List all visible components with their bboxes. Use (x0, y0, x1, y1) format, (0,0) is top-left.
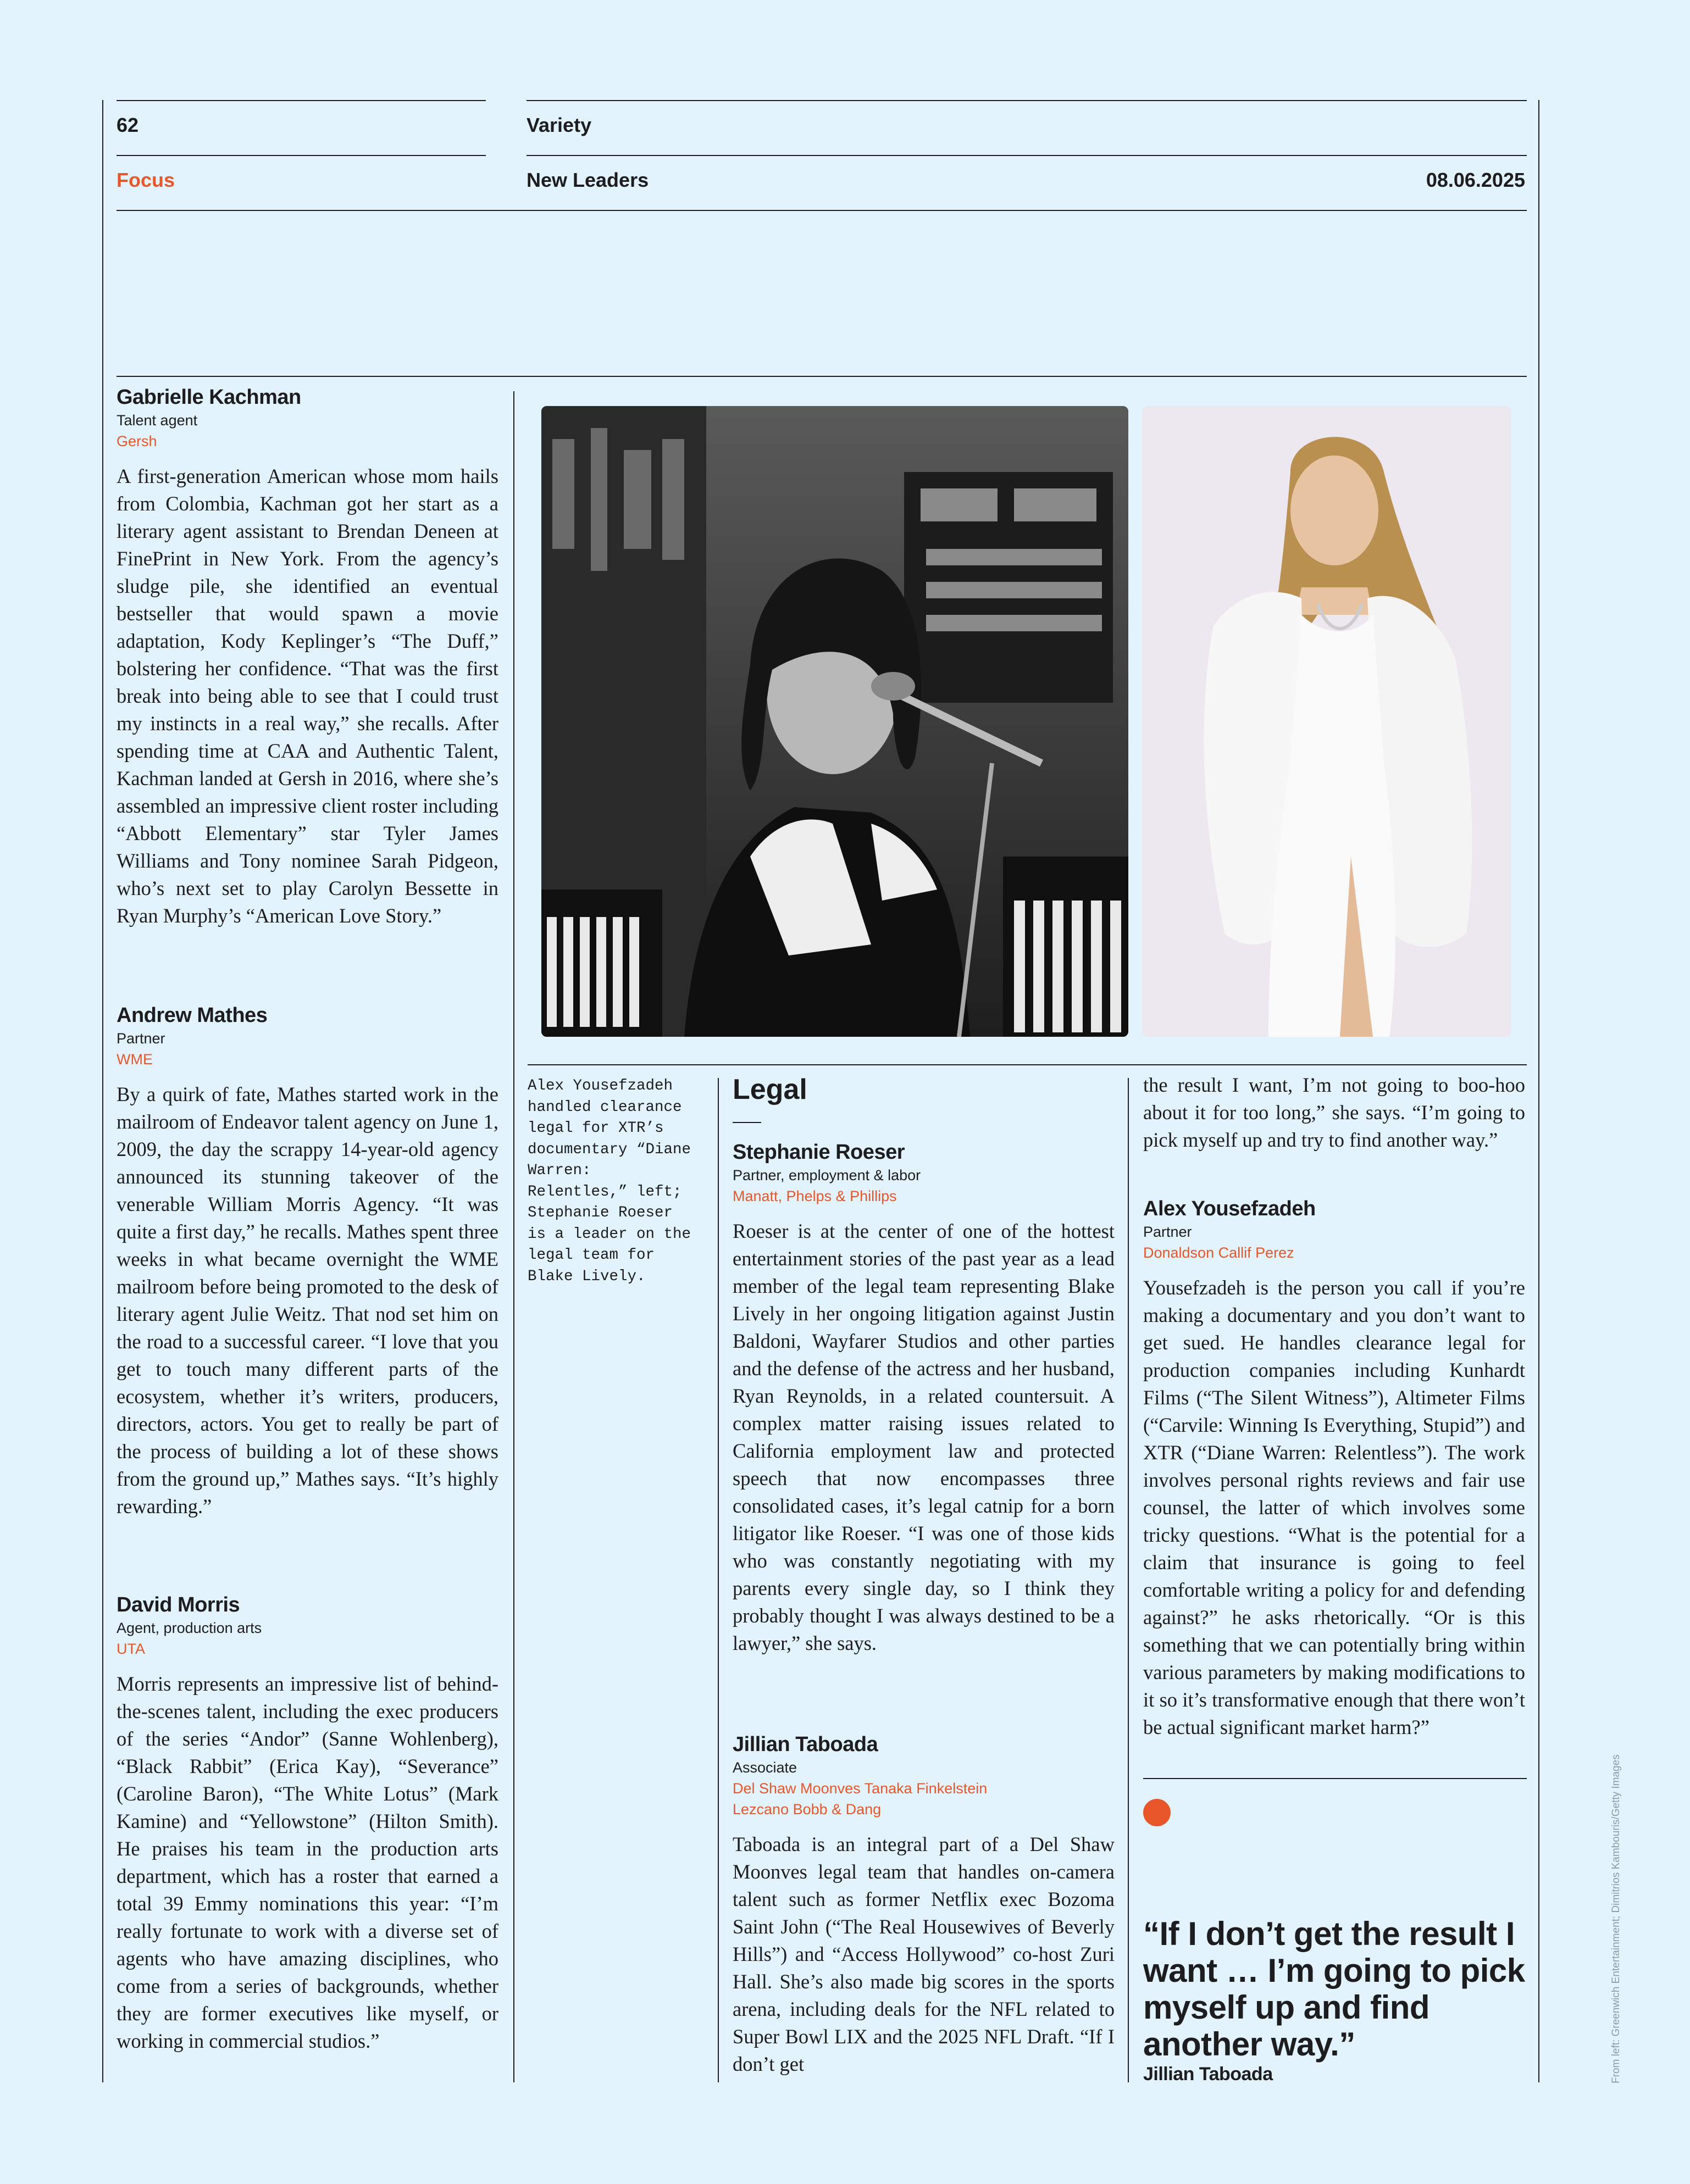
profile-morris (117, 1592, 498, 2055)
header-rule-mid-right (527, 155, 1527, 156)
profile-role: Associate (733, 1759, 797, 1776)
photo-studio-portrait (541, 406, 1128, 1037)
profile-role: Partner (1143, 1224, 1192, 1240)
profile-name: Jillian Taboada (733, 1733, 878, 1756)
header-rule-bottom (117, 210, 1527, 211)
taboada-body-continued: the result I want, I’m not going to boo-hoo about it for too long,” she says. “I’m going to pick myself up and try to find another way.” (1143, 1074, 1525, 1151)
pull-quote-rule (1143, 1778, 1527, 1779)
profile-roeser (733, 1140, 1115, 1657)
profile-company: Gersh (117, 433, 157, 449)
column-rule-left (513, 391, 514, 2082)
page-number: 62 (117, 114, 139, 136)
section-title-legal: Legal (733, 1074, 807, 1105)
profile-body: Yousefzadeh is the person you call if you’re making a documentary and you don’t want to get sued. He handles clearance legal for production companies including Kunhardt Films (“The Silent Witness”), Altimeter Films (“Carvile: Winning Is Everything, Stupid”) and XTR (“Diane Warren: Relentless”). The work involves personal rights reviews and fair use counsel, the latter of which involves some tricky questions. “What is the potential for a claim that insurance is going to feel comfortable writing a policy for and defending against?” he asks rhetorically. “Or is this something that we can potentially bring within various parameters by making modifications to it so it’s transformative enough that there won’t be actual significant market harm?” (1143, 1276, 1525, 1738)
profile-body: A first-generation American whose mom hails from Colombia, Kachman got her start as a literary agent assistant to Brendan Deneen at FinePrint in New York. From the agency’s sludge pile, she identified an eventual bestseller that would spawn a movie adaptation, Kody Keplinger’s “The Duff,” bolstering her confidence. “That was the first break into being able to see that I could trust my instincts in a real way,” she recalls. After spending time at CAA and Authentic Talent, Kachman landed at Gersh in 2016, where she’s assembled an impressive client roster including “Abbott Elementary” star Tyler James Williams and Tony nominee Sarah Pidgeon, who’s next set to play Carolyn Bessette in Ryan Murphy’s “American Love Story.” (117, 465, 498, 927)
profile-company: WME (117, 1051, 153, 1068)
series-label: New Leaders (527, 169, 649, 191)
profile-body: Taboada is an integral part of a Del Shaw Moonves legal team that handles on-camera talent such as former Netflix exec Bozoma Saint John (“The Real Housewives of Beverly Hills”) and “Access Hollywood” co-host Zuri Hall. She’s also made big scores in the sports arena, including deals for the NFL related to Super Bowl LIX and the 2025 NFL Draft. “If I don’t get (733, 1833, 1115, 2075)
photo-credit: From left: Greenwich Entertainment; Dimitrios Kambouris/Getty Images (1610, 1754, 1622, 2083)
header-rule-top-right (527, 100, 1527, 101)
left-margin-rule (102, 100, 103, 2082)
photo-rule (528, 1064, 1527, 1065)
red-carpet-illustration (1142, 406, 1511, 1037)
header-rule-top-left (117, 100, 486, 101)
profile-company: Manatt, Phelps & Phillips (733, 1188, 897, 1204)
profile-role: Talent agent (117, 412, 198, 429)
issue-date: 08.06.2025 (1426, 169, 1525, 191)
profile-body: By a quirk of fate, Mathes started work in the mailroom of Endeavor talent agency on June 1, 2009, the day the scrappy 14-year-old agency announced its stunning takeover of the venerable William Morris Agency. “It was quite a first day,” he recalls. Mathes spent three weeks in what became overnight the WME mailroom before being promoted to the desk of literary agent Julie Weitz. That nod set him on the road to a successful career. “I love that you get to touch many different parts of the ecosystem, whether it’s writers, producers, directors, actors. You get to really be part of the process of building a lot of these shows from the ground up,” Mathes says. “It’s highly rewarding.” (117, 1083, 498, 1518)
profile-name: Stephanie Roeser (733, 1141, 905, 1164)
profile-name: David Morris (117, 1593, 240, 1616)
publication-name: Variety (527, 114, 592, 136)
pull-quote-attribution: Jillian Taboada (1143, 2064, 1273, 2085)
header-rule-mid-left (117, 155, 486, 156)
profile-company-continued: Lezcano Bobb & Dang (733, 1801, 882, 1818)
profile-role: Agent, production arts (117, 1620, 262, 1636)
content-rule-top (117, 376, 1527, 377)
column-rule-middle-left (718, 1078, 719, 2082)
photo-caption: Alex Yousefzadeh handled clearance legal for XTR’s documentary “Diane Warren: Relentles,” left; Stephanie Roeser is a leader on the legal team for Blake Lively. (528, 1077, 691, 1285)
profile-body: Roeser is at the center of one of the hottest entertainment stories of the past year as a lead member of the legal team representing Blake Lively in her ongoing litigation against Justin Baldoni, Wayfarer Studios and other parties and the defense of the actress and her husband, Ryan Reynolds, in a related countersuit. A complex matter raising issues related to California employment law and protected speech that now encompasses three consolidated cases, it’s legal catnip for a born litigator like Roeser. “I was one of those kids who was constantly negotiating with my parents every single day, so I think they probably thought I was always destined to be a lawyer,” she says. (733, 1220, 1115, 1654)
profile-body: Morris represents an impressive list of behind-the-scenes talent, including the exec producers of the series “Andor” (Sanne Wohlenberg), “Black Rabbit” (Erica Kay), “Severance” (Caroline Baron), “The White Lotus” (Mark Kamine) and “Yellowstone” (Hilton Smith). He praises his team in the production arts department, which has a roster that earned a total 39 Emmy nominations this year: “I’m really fortunate to work with a diverse set of agents who have amazing disciplines, who come from a series of backgrounds, whether they are former executives like myself, or working in commercial studios.” (117, 1672, 498, 2052)
pull-quote-dot (1143, 1799, 1171, 1826)
right-margin-rule (1538, 100, 1539, 2082)
section-label: Focus (117, 169, 175, 191)
profile-company: Donaldson Callif Perez (1143, 1244, 1294, 1261)
profile-role: Partner (117, 1030, 165, 1047)
column-rule-middle-right (1128, 1078, 1129, 2082)
pull-quote: “If I don’t get the result I want … I’m going to pick myself up and find another way.” (1143, 1915, 1525, 2063)
profile-company: Del Shaw Moonves Tanaka Finkelstein (733, 1780, 988, 1797)
profile-mathes (117, 1003, 498, 1520)
section-title-dash (733, 1122, 761, 1123)
profile-name: Gabrielle Kachman (117, 386, 301, 409)
profile-kachman (117, 385, 498, 930)
profile-taboada (733, 1732, 1115, 2078)
profile-company: UTA (117, 1641, 145, 1657)
profile-name: Alex Yousefzadeh (1143, 1197, 1316, 1220)
profile-yousefzadeh (1143, 1196, 1525, 1741)
photo-red-carpet-portrait (1142, 406, 1511, 1037)
profile-name: Andrew Mathes (117, 1004, 268, 1027)
studio-photo-illustration (541, 406, 1128, 1037)
profile-role: Partner, employment & labor (733, 1167, 921, 1183)
